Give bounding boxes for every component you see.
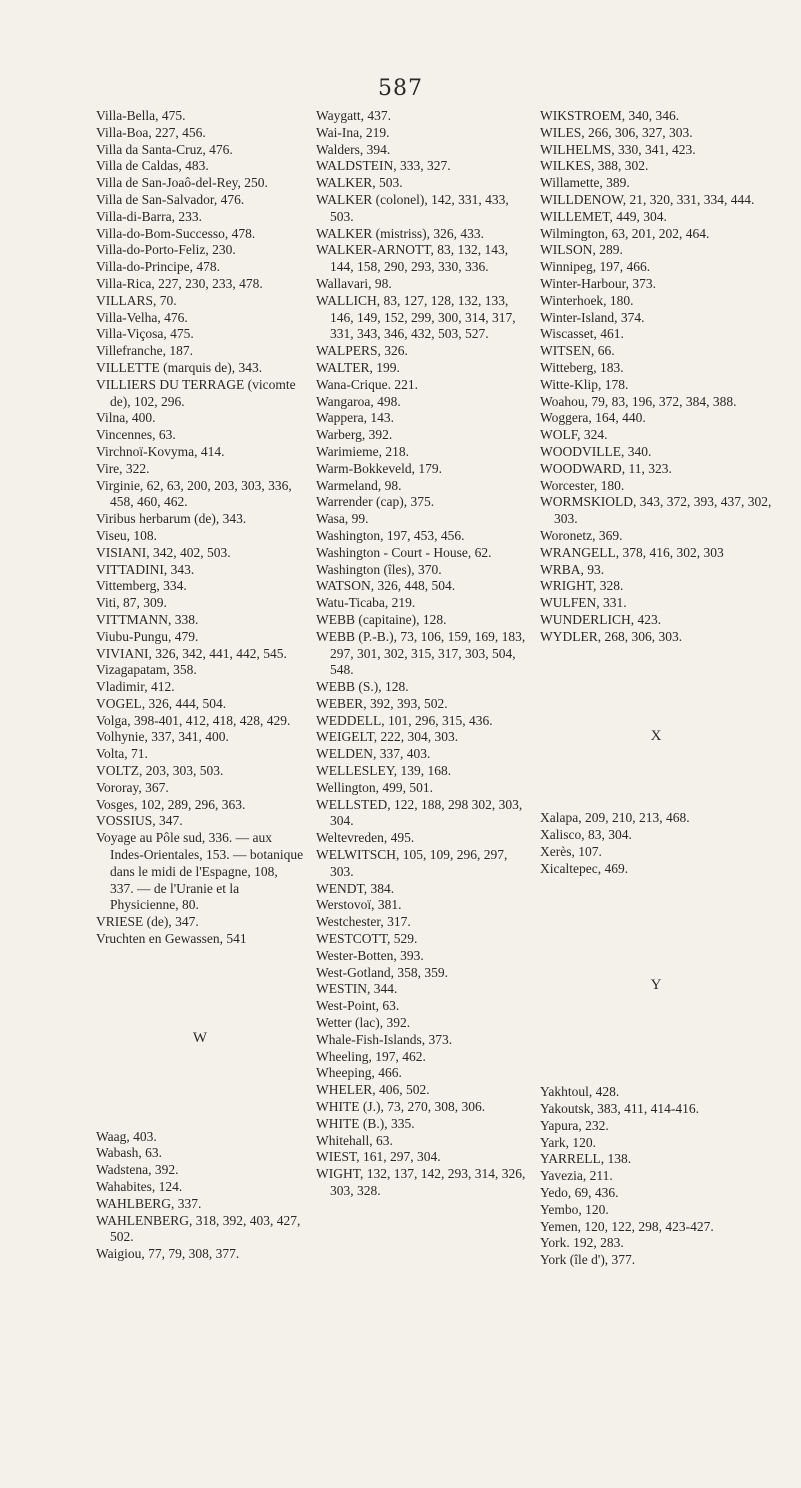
- index-entry: Villa-Velha, 476.: [96, 309, 188, 325]
- index-entry: WHITE (J.), 73, 270, 308, 306.: [316, 1099, 486, 1115]
- index-entry: Whale-Fish-Islands, 373.: [316, 1031, 453, 1047]
- index-entry: WELDEN, 337, 403.: [316, 746, 431, 762]
- index-entry: Warimieme, 218.: [316, 443, 410, 459]
- index-entry: Wangaroa, 498.: [316, 393, 401, 409]
- index-entry: Yapura, 232.: [540, 1117, 609, 1133]
- index-entry: Winter-Harbour, 373.: [540, 275, 656, 291]
- index-entry: WOODWARD, 11, 323.: [540, 460, 672, 476]
- index-entry: Wilmington, 63, 201, 202, 464.: [540, 225, 710, 241]
- index-entry: WELLESLEY, 139, 168.: [316, 763, 452, 779]
- index-entry: VITTMANN, 338.: [96, 611, 199, 627]
- index-entry: VOSSIUS, 347.: [96, 813, 183, 829]
- index-column-2: [316, 108, 528, 1200]
- index-entry: Walders, 394.: [316, 141, 391, 157]
- index-entry: Vladimir, 412.: [96, 679, 175, 695]
- index-entry: Worcester, 180.: [540, 477, 625, 493]
- index-entry: WILLEMET, 449, 304.: [540, 208, 667, 224]
- index-entry: Waigiou, 77, 79, 308, 377.: [96, 1246, 240, 1262]
- index-entry: Wappera, 143.: [316, 410, 395, 426]
- index-entry: WELLSTED, 122, 188, 298 302, 303, 304.: [316, 796, 523, 829]
- index-entry: Yakhtoul, 428.: [540, 1084, 620, 1100]
- page-number: 587: [378, 76, 423, 101]
- index-entry: WIKSTROEM, 340, 346.: [540, 108, 680, 123]
- index-entry: WIGHT, 132, 137, 142, 293, 314, 326, 303, 328.: [316, 1166, 526, 1198]
- index-entry: Witteberg, 183.: [540, 359, 624, 375]
- index-entry: Washington, 197, 453, 456.: [316, 527, 465, 543]
- index-entry: WEIGELT, 222, 304, 303.: [316, 729, 459, 745]
- index-entry: Viseu, 108.: [96, 527, 158, 543]
- index-entry: Washington (îles), 370.: [316, 561, 442, 577]
- index-entry: WALKER (colonel), 142, 331, 433, 503.: [316, 191, 509, 224]
- index-entry: Volta, 71.: [96, 746, 148, 762]
- index-entry: WATSON, 326, 448, 504.: [316, 578, 456, 594]
- index-entry: West-Point, 63.: [316, 998, 400, 1014]
- index-entry: WYDLER, 268, 306, 303.: [540, 628, 683, 644]
- index-entry: Xerès, 107.: [540, 843, 602, 859]
- index-entry: Villa-di-Barra, 233.: [96, 208, 203, 224]
- index-entry: WEDDELL, 101, 296, 315, 436.: [316, 712, 493, 728]
- index-entry: WAHLBERG, 337.: [96, 1195, 202, 1211]
- index-entry: Viubu-Pungu, 479.: [96, 628, 199, 644]
- index-entry: Winnipeg, 197, 466.: [540, 259, 651, 275]
- index-entry: WOODVILLE, 340.: [540, 443, 652, 459]
- index-entry: VITTADINI, 343.: [96, 561, 195, 577]
- index-entry: WRIGHT, 328.: [540, 578, 624, 594]
- index-entry: Warrender (cap), 375.: [316, 494, 435, 510]
- index-entry: Witte-Klip, 178.: [540, 376, 629, 392]
- index-entry: Wheeling, 197, 462.: [316, 1048, 426, 1064]
- index-entry: Yavezia, 211.: [540, 1168, 613, 1184]
- index-entry: WEBER, 392, 393, 502.: [316, 695, 448, 711]
- index-entry: Villa de Caldas, 483.: [96, 158, 209, 174]
- index-entry: Yembo, 120.: [540, 1201, 609, 1217]
- index-entry: Woahou, 79, 83, 196, 372, 384, 388.: [540, 393, 737, 409]
- index-entry: Wheeping, 466.: [316, 1065, 402, 1081]
- index-entry: VILLIERS DU TERRAGE (vicomte de), 102, 296.: [96, 376, 296, 409]
- index-entry: WENDT, 384.: [316, 880, 395, 896]
- index-column-3: [540, 108, 772, 1269]
- index-entry: Vire, 322.: [96, 460, 150, 476]
- index-entry: Watu-Ticaba, 219.: [316, 595, 416, 611]
- index-entry: Viti, 87, 309.: [96, 595, 167, 611]
- index-list-v: [96, 108, 304, 948]
- index-entry: Xicaltepec, 469.: [540, 860, 629, 876]
- index-entry: Wai-Ina, 219.: [316, 124, 390, 140]
- index-entry: Vosges, 102, 289, 296, 363.: [96, 796, 246, 812]
- index-entry: Villefranche, 187.: [96, 343, 194, 359]
- index-entry: Villa-Bella, 475.: [96, 108, 186, 123]
- index-entry: Wiscasset, 461.: [540, 326, 624, 342]
- index-entry: Woronetz, 369.: [540, 527, 623, 543]
- index-entry: WHELER, 406, 502.: [316, 1082, 430, 1098]
- index-entry: WESTCOTT, 529.: [316, 931, 418, 947]
- index-entry: Xalisco, 83, 304.: [540, 827, 632, 843]
- index-entry: Villa-do-Bom-Successo, 478.: [96, 225, 256, 241]
- index-entry: Wellington, 499, 501.: [316, 779, 434, 795]
- index-entry: VRIESE (de), 347.: [96, 914, 199, 930]
- index-entry: WALKER-ARNOTT, 83, 132, 143, 144, 158, 290, 293, 330, 336.: [316, 242, 509, 275]
- index-entry: Yedo, 69, 436.: [540, 1185, 619, 1201]
- index-entry: WILLDENOW, 21, 320, 331, 334, 444.: [540, 191, 755, 207]
- index-entry: WULFEN, 331.: [540, 595, 627, 611]
- index-list-w: [96, 1129, 304, 1263]
- index-entry: WALLICH, 83, 127, 128, 132, 133, 146, 149, 152, 299, 300, 314, 317, 331, 343, 346, 432, 503, 527.: [316, 292, 516, 342]
- index-entry: WOLF, 324.: [540, 427, 608, 443]
- index-entry: Whitehall, 63.: [316, 1132, 393, 1148]
- index-entry: Villa-do-Porto-Feliz, 230.: [96, 242, 236, 258]
- index-entry: Vizagapatam, 358.: [96, 662, 197, 678]
- index-entry: Vilna, 400.: [96, 410, 156, 426]
- index-entry: WRANGELL, 378, 416, 302, 303: [540, 544, 724, 560]
- index-entry: Warmeland, 98.: [316, 477, 402, 493]
- index-entry: WILHELMS, 330, 341, 423.: [540, 141, 696, 157]
- index-entry: Woggera, 164, 440.: [540, 410, 646, 426]
- index-entry: WALKER (mistriss), 326, 433.: [316, 225, 484, 241]
- index-entry: Warberg, 392.: [316, 427, 393, 443]
- index-entry: WILSON, 289.: [540, 242, 623, 258]
- index-entry: Wabash, 63.: [96, 1145, 163, 1161]
- index-list-w-end: [540, 108, 772, 646]
- index-entry: WALTER, 199.: [316, 359, 400, 375]
- index-entry: WALPERS, 326.: [316, 343, 408, 359]
- index-entry: WALDSTEIN, 333, 327.: [316, 158, 451, 174]
- index-entry: Villa da Santa-Cruz, 476.: [96, 141, 233, 157]
- section-letter-w: W: [192, 1029, 208, 1046]
- index-entry: Villa-do-Principe, 478.: [96, 259, 221, 275]
- index-entry: YARRELL, 138.: [540, 1151, 632, 1167]
- index-entry: VISIANI, 342, 402, 503.: [96, 544, 231, 560]
- index-entry: Wadstena, 392.: [96, 1162, 179, 1178]
- index-entry: VILLARS, 70.: [96, 292, 177, 308]
- index-entry: WEBB (S.), 128.: [316, 679, 409, 695]
- index-entry: WEBB (capitaine), 128.: [316, 611, 447, 627]
- index-entry: Viribus herbarum (de), 343.: [96, 511, 247, 527]
- index-entry: WHITE (B.), 335.: [316, 1115, 415, 1131]
- index-entry: VILLETTE (marquis de), 343.: [96, 359, 263, 375]
- index-entry: WIEST, 161, 297, 304.: [316, 1149, 441, 1165]
- index-entry: Werstovoï, 381.: [316, 897, 402, 913]
- index-entry: Villa de San-Joaô-del-Rey, 250.: [96, 175, 268, 191]
- index-entry: Virchnoï-Kovyma, 414.: [96, 443, 225, 459]
- index-entry: Wallavari, 98.: [316, 275, 392, 291]
- index-entry: Wetter (lac), 392.: [316, 1015, 411, 1031]
- index-entry: Westchester, 317.: [316, 914, 411, 930]
- index-entry: WALKER, 503.: [316, 175, 403, 191]
- index-entry: WEBB (P.-B.), 73, 106, 159, 169, 183, 297, 301, 302, 315, 317, 303, 504, 548.: [316, 628, 526, 678]
- index-entry: Volga, 398-401, 412, 418, 428, 429.: [96, 712, 291, 728]
- index-entry: Virginie, 62, 63, 200, 203, 303, 336, 458, 460, 462.: [96, 477, 292, 510]
- index-entry: Vittemberg, 334.: [96, 578, 187, 594]
- index-list-y: [540, 1084, 772, 1269]
- index-entry: Washington - Court - House, 62.: [316, 544, 492, 560]
- index-entry: West-Gotland, 358, 359.: [316, 964, 449, 980]
- index-entry: WUNDERLICH, 423.: [540, 611, 662, 627]
- index-entry: Waygatt, 437.: [316, 108, 392, 123]
- index-entry: Xalapa, 209, 210, 213, 468.: [540, 810, 690, 826]
- index-entry: Wester-Botten, 393.: [316, 947, 424, 963]
- index-entry: WILES, 266, 306, 327, 303.: [540, 124, 693, 140]
- index-entry: VOGEL, 326, 444, 504.: [96, 695, 227, 711]
- index-entry: WELWITSCH, 105, 109, 296, 297, 303.: [316, 847, 508, 879]
- index-column-1: [96, 108, 304, 1263]
- index-list-x: [540, 810, 772, 877]
- index-entry: York (île d'), 377.: [540, 1252, 636, 1268]
- index-entry: Volhynie, 337, 341, 400.: [96, 729, 229, 745]
- index-entry: WILKES, 388, 302.: [540, 158, 649, 174]
- index-entry: Villa-Boa, 227, 456.: [96, 124, 206, 140]
- index-entry: WAHLENBERG, 318, 392, 403, 427, 502.: [96, 1212, 301, 1245]
- index-entry: VOLTZ, 203, 303, 503.: [96, 763, 224, 779]
- index-entry: WORMSKIOLD, 343, 372, 393, 437, 302, 303.: [540, 494, 772, 527]
- index-entry: VIVIANI, 326, 342, 441, 442, 545.: [96, 645, 287, 661]
- index-entry: Yakoutsk, 383, 411, 414-416.: [540, 1101, 700, 1117]
- index-entry: Villa de San-Salvador, 476.: [96, 191, 245, 207]
- index-entry: WITSEN, 66.: [540, 343, 615, 359]
- index-entry: Vororay, 367.: [96, 779, 169, 795]
- index-entry: Voyage au Pôle sud, 336. — aux Indes-Orientales, 153. — botanique dans le midi de l'Espagne, 108, 337. — de l'Uranie et la Physicienne, 80.: [96, 830, 304, 913]
- index-entry: Waag, 403.: [96, 1128, 157, 1144]
- index-entry: York. 192, 283.: [540, 1235, 624, 1251]
- index-entry: Villa-Viçosa, 475.: [96, 326, 194, 342]
- index-entry: Wahabites, 124.: [96, 1179, 183, 1195]
- section-letter-y: Y: [650, 977, 662, 994]
- index-entry: Weltevreden, 495.: [316, 830, 415, 846]
- index-entry: Winter-Island, 374.: [540, 309, 645, 325]
- index-entry: Villa-Rica, 227, 230, 233, 478.: [96, 275, 263, 291]
- index-entry: WESTIN, 344.: [316, 981, 398, 997]
- index-entry: Wasa, 99.: [316, 511, 369, 527]
- index-entry: Winterhoek, 180.: [540, 292, 634, 308]
- index-entry: WRBA, 93.: [540, 561, 605, 577]
- index-entry: Vincennes, 63.: [96, 427, 176, 443]
- section-letter-x: X: [650, 727, 662, 744]
- index-entry: Wana-Crique. 221.: [316, 376, 419, 392]
- index-entry: Yark, 120.: [540, 1134, 597, 1150]
- index-entry: Willamette, 389.: [540, 175, 630, 191]
- index-entry: Yemen, 120, 122, 298, 423-427.: [540, 1218, 714, 1234]
- index-list-w-cont: [316, 108, 528, 1200]
- index-entry: Warm-Bokkeveld, 179.: [316, 460, 443, 476]
- index-entry: Vruchten en Gewassen, 541: [96, 931, 247, 947]
